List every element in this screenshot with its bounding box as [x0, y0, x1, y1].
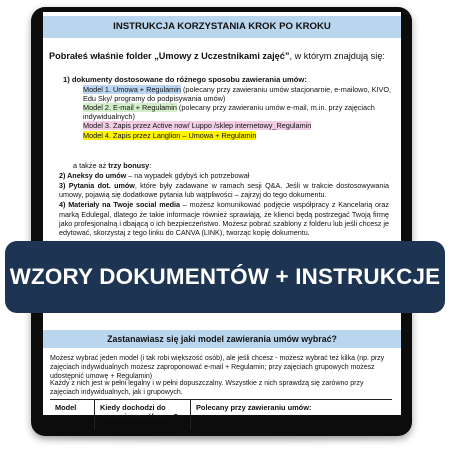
intro-folder-name: „Umowy z Uczestnikami zajęć”: [154, 51, 290, 61]
intro-prefix: Pobrałeś właśnie folder: [49, 51, 155, 61]
bonus-3-text: – możesz komunikować podjęcie współpracy z Kancelarią oraz marką Edulegal, dlatego że takie informacje również sprawiają, że klienci będą postrzegać Twoją firmę jako profesjonalną i dbającą o ich bezpieczeństwo. Możesz pobrać szablony z folderu lub jeśli chcesz je edytować, skorzystaj z tego linku do CANVA (LINK), tworząc kopię dokumentu.: [59, 200, 390, 237]
bonus-2-text: , które były zadawane w ramach sesji Q&A. Jeśli w trakcie dostosowywania umowy, pojawią się dodatkowe pytania lub wątpliwości – zajrzyj do tego dokumentu.: [59, 181, 389, 200]
bonus-suffix: :: [149, 161, 152, 170]
model-1-description: (polecany przy zawieraniu umów stacjonarnie, e-mailowo, KIVO, Edu Sky/ programy do podpisywania umów): [83, 85, 392, 104]
bonus-1-label: 2) Aneksy do umów: [59, 171, 127, 180]
bonus-3-label: 4) Materiały na Twoje social media: [59, 200, 180, 210]
bonus-prefix: a także aż: [73, 161, 109, 170]
legality-paragraph: Każdy z nich jest w pełni legalny i w pełni dopuszczalny. Wszystkie z nich sprawdzą się zarówno przy zajęciach indywidualnych, jak i grupowych.: [50, 380, 364, 397]
model-item: [83, 131, 395, 140]
model-item: [83, 103, 395, 121]
model-4-label: Model 4. Zapis przez Langlion – Umowa + Regulamin: [83, 130, 257, 140]
tablet-screen: [43, 12, 401, 422]
table-header-recommended: Polecany przy zawieraniu umów:: [190, 400, 392, 430]
table-header-model: Model: [55, 403, 77, 412]
model-1-label: Model 1. Umowa + Regulamin: [83, 85, 181, 94]
table-header-when: Kiedy dochodzi do zawarcia współpracy?: [94, 400, 190, 430]
model-3-label: Model 3. Zapis przez Active now/ Luppo /sklep internetowy_Regulamin: [83, 121, 312, 131]
bonus-item: [59, 181, 389, 199]
model-choice-heading: Zastanawiasz się jaki model zawierania umów wybrać?: [43, 330, 401, 348]
models-list: [83, 85, 395, 140]
section-1-heading: 1) dokumenty dostosowane do różnego sposobu zawierania umów:: [63, 75, 307, 84]
bonus-list: [59, 171, 389, 238]
intro-suffix: , w którym znajdują się:: [289, 51, 385, 61]
models-table-header: [50, 399, 392, 430]
model-2-label: Model 2. E-mail + Regulamin: [83, 103, 177, 113]
document-title: INSTRUKCJA KORZYSTANIA KROK PO KROKU: [43, 16, 401, 38]
model-item: [83, 85, 395, 103]
bonus-2-label: 3) Pytania dot. umów: [59, 181, 135, 191]
bonus-item: [59, 171, 389, 180]
bonus-bold: trzy bonusy: [108, 161, 150, 170]
bonus-intro: [73, 161, 151, 170]
bonus-item: [59, 200, 389, 237]
model-item: [83, 121, 395, 130]
model-choice-paragraph: Możesz wybrać jeden model (i tak robi większość osób), ale jeśli chcesz - możesz wybrać też kilka (np. przy zajęciach indywidualnych możesz zaproponować e-mail + Regulamin; przy zajęciach grupowych możesz udostępnić umowę + Regulamin): [50, 355, 385, 381]
promo-banner: WZORY DOKUMENTÓW + INSTRUKCJE: [5, 241, 445, 313]
intro-text: [49, 51, 399, 63]
bonus-1-text: – na wypadek gdybyś ich potrzebował: [126, 171, 250, 180]
model-2-description: (polecany przy zawieraniu umów e-mail, m.in. przy zajęciach indywidualnych): [83, 103, 375, 122]
